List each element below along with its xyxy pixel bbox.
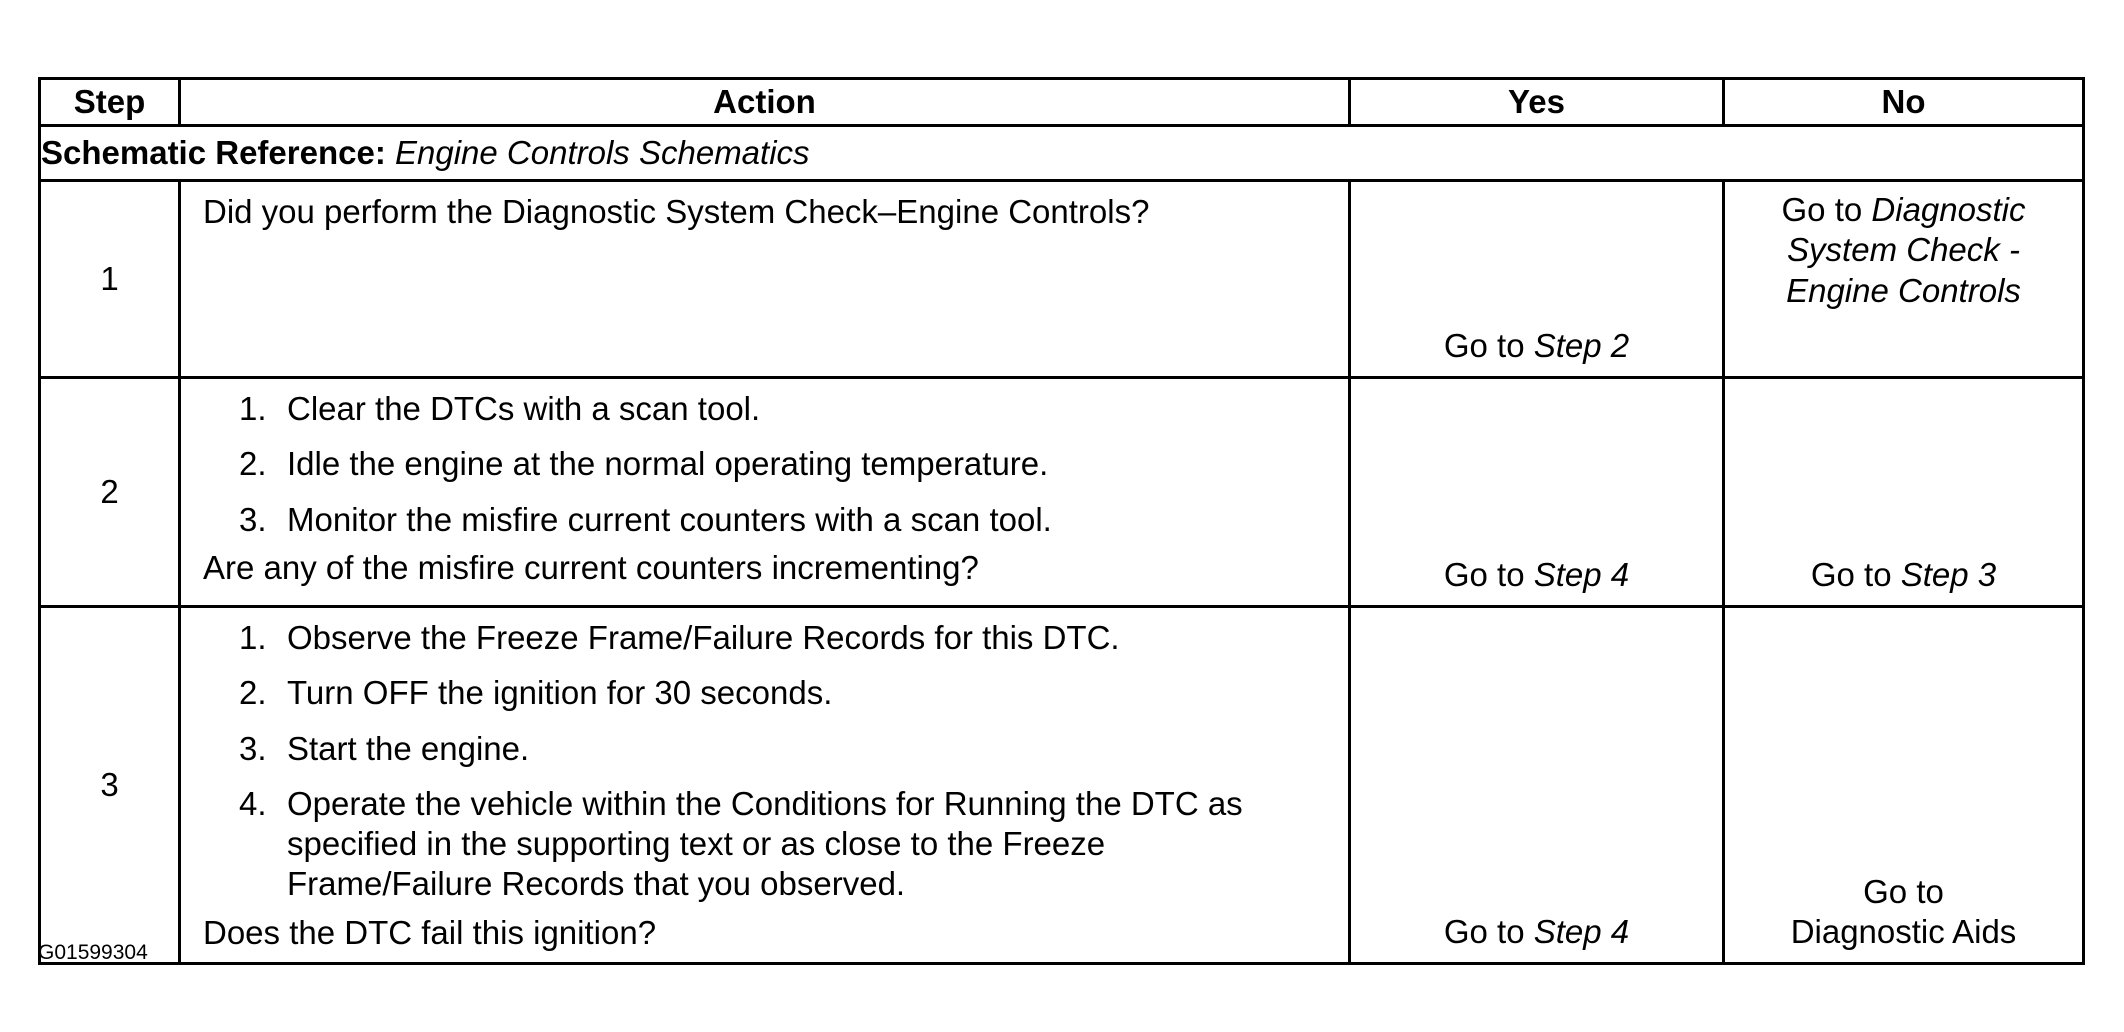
yes-prefix: Go to — [1443, 912, 1525, 950]
no-prefix: Go to — [1863, 872, 1944, 910]
yes-cell — [1350, 607, 1724, 964]
list-item: 4. Operate the vehicle within the Conditions for Running the DTC as specified in the supporting text or as close to the Freeze Frame/Failure Records that you observed. — [239, 784, 1243, 903]
yes-cell — [1350, 181, 1724, 378]
step-number: 2 — [40, 378, 180, 607]
yes-step-link[interactable]: Step 2 — [1533, 326, 1630, 364]
action-list — [203, 389, 1334, 540]
list-item: 2. Turn OFF the ignition for 30 seconds. — [239, 674, 833, 712]
action-question: Does the DTC fail this ignition? — [203, 913, 657, 951]
no-link-line2[interactable]: System Check - — [1787, 231, 2020, 269]
header-action: Action — [180, 79, 1350, 126]
action-question: Are any of the misfire current counters incrementing? — [203, 548, 979, 586]
yes-cell — [1350, 378, 1724, 607]
yes-step-link[interactable]: Step 4 — [1533, 912, 1630, 950]
header-yes: Yes — [1350, 79, 1724, 126]
no-cell — [1724, 181, 2084, 378]
list-item: 1. Clear the DTCs with a scan tool. — [239, 390, 761, 427]
list-item: 3. Start the engine. — [239, 729, 530, 767]
yes-prefix: Go to — [1443, 326, 1525, 364]
diagnostic-table — [38, 77, 2085, 965]
table-row — [40, 181, 2084, 378]
action-cell — [180, 378, 1350, 607]
action-list — [203, 618, 1334, 905]
no-cell — [1724, 378, 2084, 607]
no-prefix: Go to — [1781, 191, 1863, 228]
no-cell — [1724, 607, 2084, 964]
step-number: 1 — [40, 181, 180, 378]
schematic-reference-link[interactable]: Engine Controls Schematics — [395, 133, 810, 171]
list-item: 2. Idle the engine at the normal operating temperature. — [239, 445, 1049, 483]
diagnostic-table-container — [38, 77, 2082, 965]
schematic-reference-cell — [40, 126, 2084, 181]
list-item: 1. Observe the Freeze Frame/Failure Records for this DTC. — [239, 619, 1120, 656]
action-cell — [180, 181, 1350, 378]
figure-id: G01599304 — [38, 941, 148, 964]
no-link-line3[interactable]: Engine Controls — [1786, 271, 2021, 309]
schematic-reference-label: Schematic Reference: — [41, 133, 386, 171]
header-row — [40, 79, 2084, 126]
no-prefix: Go to — [1810, 555, 1892, 593]
table-row — [40, 378, 2084, 607]
header-step: Step — [40, 79, 180, 126]
action-question: Did you perform the Diagnostic System Check–Engine Controls? — [203, 193, 1150, 230]
no-link-line1[interactable]: Diagnostic — [1871, 191, 2026, 228]
table-row — [40, 607, 2084, 964]
no-step-link[interactable]: Step 3 — [1900, 555, 1997, 593]
list-item: 3. Monitor the misfire current counters with a scan tool. — [239, 500, 1052, 538]
yes-prefix: Go to — [1443, 555, 1525, 593]
no-diagnostic-aids-link[interactable]: Diagnostic Aids — [1790, 912, 2017, 950]
action-cell — [180, 607, 1350, 964]
step-number: 3 — [40, 607, 180, 964]
header-no: No — [1724, 79, 2084, 126]
schematic-reference-row — [40, 126, 2084, 181]
yes-step-link[interactable]: Step 4 — [1533, 555, 1630, 593]
